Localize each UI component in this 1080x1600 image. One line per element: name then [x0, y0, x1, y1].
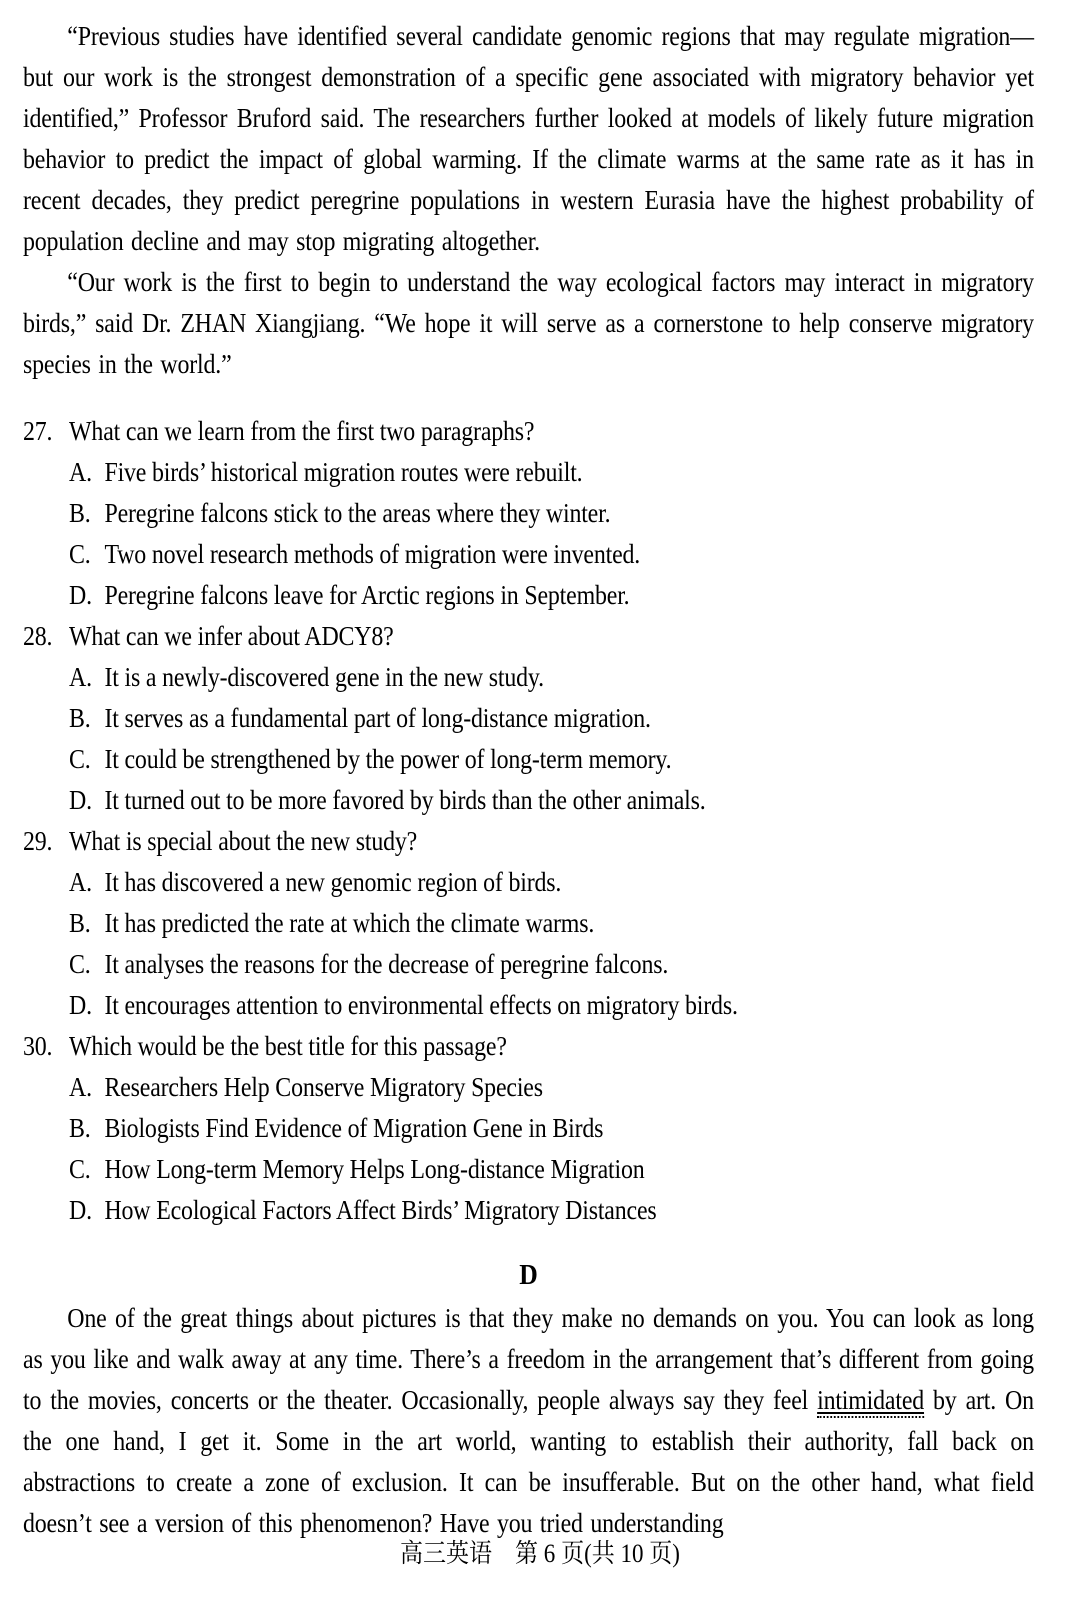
option-text: Biologists Find Evidence of Migration Gene in Birds	[104, 1113, 604, 1143]
option-row	[23, 534, 1034, 575]
option-row	[23, 698, 1034, 739]
question-row	[23, 411, 1034, 452]
question-30	[23, 1026, 1034, 1231]
option-row	[23, 1067, 1034, 1108]
question-27	[23, 411, 1034, 616]
question-number: 27.	[23, 416, 53, 446]
option-row	[23, 780, 1034, 821]
option-label: D.	[69, 1195, 92, 1225]
option-text: It turned out to be more favored by birds than the other animals.	[104, 785, 706, 815]
question-row	[23, 616, 1034, 657]
option-label: B.	[69, 1113, 91, 1143]
option-label: B.	[69, 908, 91, 938]
option-text: How Long-term Memory Helps Long-distance Migration	[104, 1154, 645, 1184]
option-label: C.	[69, 744, 91, 774]
option-label: A.	[69, 457, 92, 487]
question-row	[23, 1026, 1034, 1067]
option-row	[23, 657, 1034, 698]
option-label: C.	[69, 539, 91, 569]
option-row	[23, 903, 1034, 944]
option-text: It could be strengthened by the power of long-term memory.	[104, 744, 672, 774]
passage-d-text-before: One of the great things about pictures is that they make no demands on you. You can look as long as you like and walk away at any time. There’s a freedom in the arrangement that’s different from going to the movies, concerts or the theater. Occasionally, people always say they feel	[23, 1303, 1034, 1415]
option-text: It serves as a fundamental part of long-distance migration.	[104, 703, 651, 733]
page-footer: 高三英语 第 6 页(共 10 页)	[399, 1539, 680, 1568]
option-label: D.	[69, 990, 92, 1020]
option-row	[23, 944, 1034, 985]
question-29	[23, 821, 1034, 1026]
option-label: A.	[69, 1072, 92, 1102]
question-text: Which would be the best title for this passage?	[69, 1031, 507, 1061]
question-number: 29.	[23, 826, 53, 856]
question-number: 30.	[23, 1031, 53, 1061]
option-label: D.	[69, 580, 92, 610]
section-d-heading: D	[519, 1259, 538, 1291]
option-text: It has discovered a new genomic region of birds.	[104, 867, 562, 897]
option-row	[23, 862, 1034, 903]
option-text: It has predicted the rate at which the climate warms.	[104, 908, 595, 938]
option-label: C.	[69, 949, 91, 979]
option-text: Five birds’ historical migration routes were rebuilt.	[104, 457, 583, 487]
question-section	[23, 411, 1034, 1231]
passage-d-paragraph-1	[23, 1298, 1034, 1544]
option-label: B.	[69, 498, 91, 528]
option-text: Peregrine falcons leave for Arctic regions in September.	[104, 580, 630, 610]
option-row	[23, 452, 1034, 493]
option-text: Researchers Help Conserve Migratory Species	[104, 1072, 543, 1102]
option-label: A.	[69, 662, 92, 692]
question-text: What can we learn from the first two paragraphs?	[69, 416, 535, 446]
option-label: C.	[69, 1154, 91, 1184]
option-row	[23, 739, 1034, 780]
question-number: 28.	[23, 621, 53, 651]
option-label: B.	[69, 703, 91, 733]
question-row	[23, 821, 1034, 862]
passage-d-text-after: by art. On the one hand, I get it. Some in the art world, wanting to establish their authority, fall back on abstractions to create a zone of exclusion. It can be insufferable. But on the other hand, what field doesn’t see a version of this phenomenon? Have you tried understanding	[23, 1385, 1034, 1538]
option-row	[23, 493, 1034, 534]
option-row	[23, 1108, 1034, 1149]
option-text: Peregrine falcons stick to the areas where they winter.	[104, 498, 611, 528]
option-text: Two novel research methods of migration were invented.	[104, 539, 641, 569]
option-row	[23, 575, 1034, 616]
option-row	[23, 1149, 1034, 1190]
question-28	[23, 616, 1034, 821]
option-row	[23, 985, 1034, 1026]
option-label: A.	[69, 867, 92, 897]
passage-c-paragraph-1: “Previous studies have identified several candidate genomic regions that may regulate migration—but our work is the strongest demonstration of a specific gene associated with migratory behavior yet identified,” Professor Bruford said. The researchers further looked at models of likely future migration behavior to predict the impact of global warming. If the climate warms at the same rate as it has in recent decades, they predict peregrine populations in western Eurasia have the highest probability of population decline and may stop migrating altogether.	[23, 21, 1034, 256]
option-row	[23, 1190, 1034, 1231]
option-text: It encourages attention to environmental effects on migratory birds.	[104, 990, 738, 1020]
question-text: What is special about the new study?	[69, 826, 418, 856]
option-text: It is a newly-discovered gene in the new study.	[104, 662, 544, 692]
keyword-intimidated-underlined: intimidated	[817, 1385, 924, 1418]
question-text: What can we infer about ADCY8?	[69, 621, 394, 651]
passage-c-paragraph-2: “Our work is the first to begin to understand the way ecological factors may interact in migratory birds,” said Dr. ZHAN Xiangjiang. “We hope it will serve as a cornerstone to help conserve migratory species in the world.”	[23, 267, 1034, 379]
option-text: It analyses the reasons for the decrease of peregrine falcons.	[104, 949, 669, 979]
option-label: D.	[69, 785, 92, 815]
option-text: How Ecological Factors Affect Birds’ Migratory Distances	[104, 1195, 657, 1225]
